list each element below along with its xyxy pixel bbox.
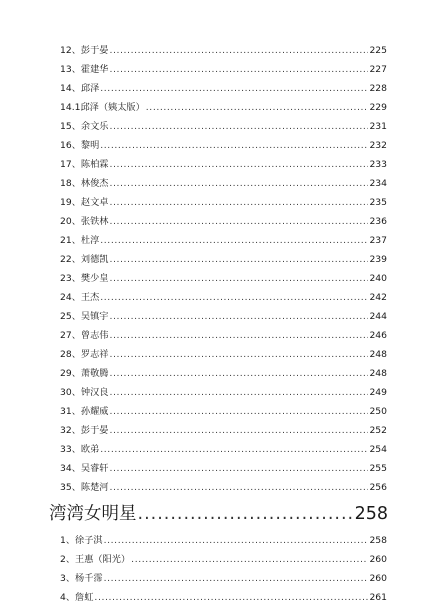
toc-page-number: 233 (369, 159, 387, 170)
toc-entry[interactable] (60, 440, 387, 459)
toc-page-number: 248 (369, 368, 387, 379)
toc-entry[interactable] (60, 550, 387, 569)
toc-page-number: 248 (369, 349, 387, 360)
dot-leader (109, 212, 368, 231)
dot-leader (100, 136, 368, 155)
toc-entry-label: 22、刘德凯 (60, 254, 109, 265)
toc-page-number: 240 (369, 273, 387, 284)
toc-entry-label: 16、黎明 (60, 140, 100, 151)
dot-leader (109, 117, 368, 136)
toc-entry[interactable] (60, 383, 387, 402)
dot-leader (109, 307, 368, 326)
toc-page-number: 236 (369, 216, 387, 227)
dot-leader (109, 174, 368, 193)
toc-entry[interactable] (60, 307, 387, 326)
toc-page-number: 231 (369, 121, 387, 132)
toc-page-number: 237 (369, 235, 387, 246)
dot-leader (109, 383, 368, 402)
toc-entry[interactable] (60, 459, 387, 478)
toc-entry[interactable] (60, 136, 387, 155)
dot-leader (104, 569, 369, 588)
dot-leader (109, 478, 368, 497)
toc-page-number: 244 (369, 311, 387, 322)
dot-leader (109, 60, 368, 79)
toc-entry-label: 12、彭于晏 (60, 45, 109, 56)
toc-page-number: 260 (369, 554, 387, 565)
dot-leader (146, 98, 369, 117)
toc-page-number: 250 (369, 406, 387, 417)
dot-leader (138, 498, 354, 530)
dot-leader (131, 550, 368, 569)
toc-page-number: 239 (369, 254, 387, 265)
toc-entry-label: 32、彭于晏 (60, 425, 109, 436)
toc-entry[interactable] (60, 41, 387, 60)
toc-page-number: 258 (369, 535, 387, 546)
dot-leader (100, 79, 368, 98)
toc-entry[interactable] (60, 79, 387, 98)
toc-entry[interactable] (60, 345, 387, 364)
toc-entry[interactable] (60, 478, 387, 497)
toc-entry[interactable] (60, 588, 387, 607)
toc-section-heading[interactable] (49, 498, 388, 530)
toc-entry-label: 湾湾女明星 (49, 504, 137, 524)
toc-page-number: 254 (369, 444, 387, 455)
toc-entry-label: 18、林俊杰 (60, 178, 109, 189)
toc-entry[interactable] (60, 288, 387, 307)
toc-entry-label: 2、王惠（阳光） (60, 554, 131, 565)
toc-entry-label: 20、张铁林 (60, 216, 109, 227)
dot-leader (100, 288, 368, 307)
toc-entry[interactable] (60, 250, 387, 269)
toc-entry[interactable] (60, 269, 387, 288)
toc-entry-label: 17、陈柏霖 (60, 159, 109, 170)
toc-entry-label: 34、吴睿轩 (60, 463, 109, 474)
toc-page-number: 232 (369, 140, 387, 151)
toc-entry[interactable] (60, 193, 387, 212)
toc-entry[interactable] (60, 531, 387, 550)
toc-entry-label: 21、杜淳 (60, 235, 100, 246)
toc-entry[interactable] (60, 402, 387, 421)
toc-entry-label: 31、孙耀威 (60, 406, 109, 417)
toc-page-number: 227 (369, 64, 387, 75)
toc-page-number: 235 (369, 197, 387, 208)
toc-entry-label: 30、钟汉良 (60, 387, 109, 398)
dot-leader (100, 440, 368, 459)
toc-entry-label: 27、曾志伟 (60, 330, 109, 341)
toc-entry-label: 14.1邱泽（姨太版） (60, 102, 145, 113)
toc-entry-label: 3、杨千霈 (60, 573, 103, 584)
dot-leader (109, 345, 368, 364)
toc-entry-label: 29、萧敬腾 (60, 368, 109, 379)
dot-leader (109, 193, 368, 212)
dot-leader (100, 231, 368, 250)
toc-entry-label: 15、余文乐 (60, 121, 109, 132)
toc-entry-label: 1、徐子淇 (60, 535, 103, 546)
toc-entry[interactable] (60, 421, 387, 440)
toc-page-number: 255 (369, 463, 387, 474)
toc-page-number: 234 (369, 178, 387, 189)
toc-entry[interactable] (60, 60, 387, 79)
toc-entry-label: 14、邱泽 (60, 83, 100, 94)
toc-page-number: 261 (369, 592, 387, 603)
toc-entry-label: 28、罗志祥 (60, 349, 109, 360)
toc-page-number: 228 (369, 83, 387, 94)
toc-entry[interactable] (60, 364, 387, 383)
toc-page-number: 260 (369, 573, 387, 584)
toc-entry[interactable] (60, 569, 387, 588)
toc-entry[interactable] (60, 117, 387, 136)
dot-leader (109, 269, 368, 288)
dot-leader (109, 459, 368, 478)
dot-leader (109, 364, 368, 383)
toc-entry[interactable] (60, 98, 387, 117)
dot-leader (94, 588, 368, 607)
toc-entry-label: 4、詹虹 (60, 592, 94, 603)
toc-entry-label: 23、樊少皇 (60, 273, 109, 284)
toc-entry-label: 19、赵文卓 (60, 197, 109, 208)
toc-page-number: 258 (354, 504, 388, 524)
toc-entry-label: 25、吴镇宇 (60, 311, 109, 322)
toc-page-number: 225 (369, 45, 387, 56)
dot-leader (104, 531, 369, 550)
toc-page-number: 252 (369, 425, 387, 436)
dot-leader (109, 41, 368, 60)
dot-leader (109, 155, 368, 174)
toc-page-number: 256 (369, 482, 387, 493)
toc-entry-label: 13、霍建华 (60, 64, 109, 75)
toc-page-number: 246 (369, 330, 387, 341)
toc-entry[interactable] (60, 231, 387, 250)
toc-page-number: 229 (369, 102, 387, 113)
toc-page-number: 249 (369, 387, 387, 398)
dot-leader (109, 326, 368, 345)
toc-entry[interactable] (60, 212, 387, 231)
toc-entry-label: 35、陈楚河 (60, 482, 109, 493)
toc-entry[interactable] (60, 174, 387, 193)
toc-entry[interactable] (60, 326, 387, 345)
toc-entry-label: 33、欧弟 (60, 444, 100, 455)
dot-leader (109, 421, 368, 440)
dot-leader (109, 250, 368, 269)
toc-entry[interactable] (60, 155, 387, 174)
dot-leader (109, 402, 368, 421)
toc-entry-label: 24、王杰 (60, 292, 100, 303)
table-of-contents (49, 41, 388, 607)
toc-page-number: 242 (369, 292, 387, 303)
